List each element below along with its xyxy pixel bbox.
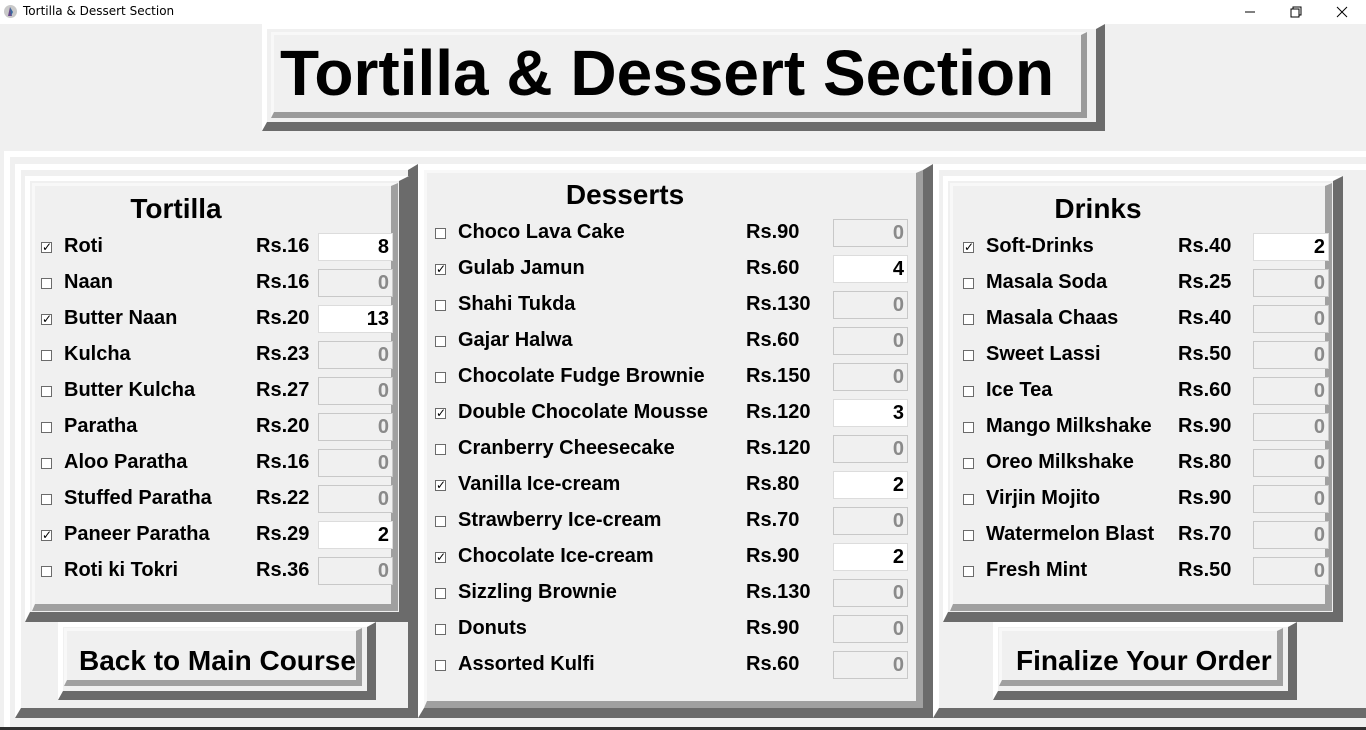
minimize-button[interactable] (1227, 0, 1273, 24)
desserts-item-price: Rs.80 (746, 473, 800, 495)
drinks-item-name[interactable]: Sweet Lassi (986, 343, 1101, 365)
drinks-item-quantity-input[interactable]: 0 (1253, 521, 1329, 549)
drinks-item-price: Rs.25 (1178, 271, 1232, 293)
tortilla-item-quantity-input[interactable]: 0 (318, 377, 393, 405)
desserts-item-checkbox[interactable] (435, 372, 446, 383)
checkmark-icon: ✓ (436, 550, 447, 564)
desserts-item-checkbox[interactable] (435, 444, 446, 455)
tortilla-item-price: Rs.29 (256, 523, 310, 545)
checkmark-icon: ✓ (964, 240, 975, 254)
tortilla-item-checkbox[interactable] (41, 350, 52, 361)
desserts-item-quantity-input[interactable]: 0 (833, 363, 908, 391)
drinks-item-checkbox[interactable] (963, 386, 974, 397)
checkmark-icon: ✓ (42, 312, 53, 326)
tortilla-item-price: Rs.27 (256, 379, 310, 401)
drinks-item-checkbox[interactable] (963, 350, 974, 361)
desserts-item-price: Rs.90 (746, 617, 800, 639)
desserts-item-name[interactable]: Choco Lava Cake (458, 221, 625, 243)
desserts-item-checkbox[interactable] (435, 516, 446, 527)
desserts-item-checkbox[interactable] (435, 264, 446, 275)
checkmark-icon: ✓ (436, 478, 447, 492)
desserts-item-quantity-input[interactable]: 0 (833, 651, 908, 679)
tortilla-item-price: Rs.16 (256, 235, 310, 257)
desserts-item-price: Rs.150 (746, 365, 811, 387)
desserts-item-quantity-input[interactable]: 0 (833, 327, 908, 355)
drinks-item-name[interactable]: Soft-Drinks (986, 235, 1094, 257)
tortilla-item-price: Rs.16 (256, 451, 310, 473)
drinks-item-checkbox[interactable] (963, 494, 974, 505)
tortilla-item-checkbox[interactable] (41, 494, 52, 505)
desserts-item-price: Rs.60 (746, 653, 800, 675)
header-inner (271, 32, 1087, 118)
tortilla-item-price: Rs.20 (256, 415, 310, 437)
back-button[interactable] (58, 622, 376, 700)
drinks-item-name[interactable]: Oreo Milkshake (986, 451, 1134, 473)
drinks-item-checkbox[interactable] (963, 422, 974, 433)
desserts-item-quantity-input[interactable]: 3 (833, 399, 908, 427)
restore-button[interactable] (1273, 0, 1319, 24)
drinks-item-checkbox[interactable] (963, 530, 974, 541)
checkmark-icon: ✓ (42, 528, 53, 542)
desserts-item-price: Rs.70 (746, 509, 800, 531)
tortilla-item-quantity-input[interactable]: 2 (318, 521, 393, 549)
tortilla-item-name[interactable]: Paneer Paratha (64, 523, 210, 545)
desserts-title: Desserts (565, 179, 685, 210)
tortilla-title: Tortilla (130, 193, 222, 224)
desserts-item-price: Rs.90 (746, 545, 800, 567)
drinks-item-quantity-input[interactable]: 0 (1253, 413, 1329, 441)
tortilla-item-checkbox[interactable] (41, 458, 52, 469)
drinks-item-price: Rs.40 (1178, 307, 1232, 329)
page-title: Tortilla & Dessert Section (280, 37, 1055, 109)
drinks-item-quantity-input[interactable]: 0 (1253, 269, 1329, 297)
desserts-item-checkbox[interactable] (435, 480, 446, 491)
tortilla-item-name[interactable]: Roti ki Tokri (64, 559, 179, 581)
desserts-item-name[interactable]: Sizzling Brownie (458, 581, 617, 603)
tortilla-item-quantity-input[interactable]: 0 (318, 485, 393, 513)
tortilla-item-quantity-input[interactable]: 0 (318, 413, 393, 441)
desserts-item-checkbox[interactable] (435, 300, 446, 311)
drinks-item-quantity-input[interactable]: 2 (1253, 233, 1329, 261)
desserts-item-price: Rs.130 (746, 581, 811, 603)
drinks-item-price: Rs.90 (1178, 487, 1232, 509)
desserts-item-quantity-input[interactable]: 0 (833, 291, 908, 319)
window-title: Tortilla & Dessert Section (23, 4, 175, 18)
desserts-item-name[interactable]: Chocolate Ice-cream (458, 545, 654, 567)
drinks-item-name[interactable]: Mango Milkshake (986, 415, 1152, 437)
drinks-item-name[interactable]: Masala Soda (986, 271, 1108, 293)
desserts-item-name[interactable]: Gulab Jamun (458, 257, 585, 279)
drinks-item-price: Rs.70 (1178, 523, 1232, 545)
desserts-item-checkbox[interactable] (435, 408, 446, 419)
drinks-item-price: Rs.80 (1178, 451, 1232, 473)
desserts-item-checkbox[interactable] (435, 588, 446, 599)
tortilla-item-price: Rs.22 (256, 487, 310, 509)
finalize-button[interactable] (993, 622, 1297, 700)
desserts-item-price: Rs.130 (746, 293, 811, 315)
desserts-item-quantity-input[interactable]: 4 (833, 255, 908, 283)
desserts-item-row (0, 615, 904, 645)
drinks-item-checkbox[interactable] (963, 242, 974, 253)
desserts-item-checkbox[interactable] (435, 624, 446, 635)
desserts-item-quantity-input[interactable]: 0 (833, 435, 908, 463)
desserts-item-name[interactable]: Double Chocolate Mousse (458, 401, 709, 423)
drinks-item-quantity-input[interactable]: 0 (1253, 485, 1329, 513)
drinks-item-price: Rs.40 (1178, 235, 1232, 257)
tortilla-item-name[interactable]: Naan (64, 271, 113, 293)
tortilla-item-price: Rs.20 (256, 307, 310, 329)
tortilla-item-price: Rs.36 (256, 559, 310, 581)
drinks-item-checkbox[interactable] (963, 314, 974, 325)
drinks-item-checkbox[interactable] (963, 278, 974, 289)
tortilla-item-quantity-input[interactable]: 0 (318, 269, 393, 297)
drinks-item-price: Rs.50 (1178, 343, 1232, 365)
desserts-item-quantity-input[interactable]: 0 (833, 507, 908, 535)
tortilla-item-name[interactable]: Roti (64, 235, 103, 257)
drinks-item-quantity-input[interactable]: 0 (1253, 341, 1329, 369)
desserts-item-name[interactable]: Chocolate Fudge Brownie (458, 365, 705, 387)
tortilla-item-checkbox[interactable] (41, 314, 52, 325)
tortilla-item-price: Rs.16 (256, 271, 310, 293)
tortilla-item-name[interactable]: Aloo Paratha (64, 451, 188, 473)
desserts-item-checkbox[interactable] (435, 552, 446, 563)
drinks-item-quantity-input[interactable]: 0 (1253, 305, 1329, 333)
drinks-item-quantity-input[interactable]: 0 (1253, 377, 1329, 405)
desserts-item-name[interactable]: Gajar Halwa (458, 329, 573, 351)
window-titlebar (0, 0, 1366, 24)
checkmark-icon: ✓ (436, 262, 447, 276)
desserts-item-name[interactable]: Vanilla Ice-cream (458, 473, 621, 495)
tortilla-item-checkbox[interactable] (41, 386, 52, 397)
tortilla-item-name[interactable]: Stuffed Paratha (64, 487, 212, 509)
desserts-item-name[interactable]: Assorted Kulfi (458, 653, 595, 675)
desserts-item-price: Rs.120 (746, 401, 811, 423)
close-button[interactable] (1319, 0, 1365, 24)
tortilla-item-checkbox[interactable] (41, 278, 52, 289)
tortilla-item-checkbox[interactable] (41, 422, 52, 433)
tortilla-item-name[interactable]: Butter Naan (64, 307, 178, 329)
desserts-item-price: Rs.120 (746, 437, 811, 459)
drinks-item-price: Rs.60 (1178, 379, 1232, 401)
close-icon (1336, 6, 1348, 18)
tortilla-item-name[interactable]: Butter Kulcha (64, 379, 196, 401)
desserts-item-name[interactable]: Shahi Tukda (458, 293, 576, 315)
drinks-title: Drinks (1054, 193, 1142, 224)
feather-icon (3, 4, 18, 19)
desserts-item-quantity-input[interactable]: 2 (833, 471, 908, 499)
desserts-item-name[interactable]: Strawberry Ice-cream (458, 509, 662, 531)
desserts-item-checkbox[interactable] (435, 228, 446, 239)
desserts-item-checkbox[interactable] (435, 660, 446, 671)
minimize-icon (1244, 6, 1256, 18)
desserts-item-quantity-input[interactable]: 0 (833, 615, 908, 643)
desserts-item-quantity-input[interactable]: 0 (833, 219, 908, 247)
checkmark-icon: ✓ (42, 240, 53, 254)
tortilla-item-checkbox[interactable] (41, 566, 52, 577)
restore-icon (1290, 6, 1302, 18)
desserts-item-quantity-input[interactable]: 2 (833, 543, 908, 571)
back-button-label[interactable]: Back to Main Course (79, 645, 356, 676)
checkmark-icon: ✓ (436, 406, 447, 420)
tortilla-item-checkbox[interactable] (41, 530, 52, 541)
tortilla-item-quantity-input[interactable]: 0 (318, 449, 393, 477)
drinks-item-checkbox[interactable] (963, 566, 974, 577)
desserts-item-checkbox[interactable] (435, 336, 446, 347)
desserts-item-name[interactable]: Donuts (458, 617, 527, 639)
drinks-item-name[interactable]: Ice Tea (986, 379, 1053, 401)
desserts-item-price: Rs.60 (746, 257, 800, 279)
tortilla-item-quantity-input[interactable]: 0 (318, 341, 393, 369)
desserts-item-price: Rs.90 (746, 221, 800, 243)
tortilla-item-checkbox[interactable] (41, 242, 52, 253)
desserts-item-quantity-input[interactable]: 0 (833, 579, 908, 607)
drinks-item-checkbox[interactable] (963, 458, 974, 469)
drinks-item-quantity-input[interactable]: 0 (1253, 449, 1329, 477)
drinks-item-price: Rs.90 (1178, 415, 1232, 437)
drinks-item-name[interactable]: Virjin Mojito (986, 487, 1101, 509)
drinks-item-name[interactable]: Masala Chaas (986, 307, 1119, 329)
tortilla-item-name[interactable]: Kulcha (64, 343, 131, 365)
tortilla-item-quantity-input[interactable]: 13 (318, 305, 393, 333)
header-frame (262, 24, 1105, 131)
tortilla-item-price: Rs.23 (256, 343, 310, 365)
drinks-item-price: Rs.50 (1178, 559, 1232, 581)
tortilla-item-name[interactable]: Paratha (64, 415, 138, 437)
desserts-item-price: Rs.60 (746, 329, 800, 351)
tortilla-item-quantity-input[interactable]: 8 (318, 233, 393, 261)
tortilla-item-quantity-input[interactable]: 0 (318, 557, 393, 585)
desserts-item-name[interactable]: Cranberry Cheesecake (458, 437, 675, 459)
finalize-button-label[interactable]: Finalize Your Order (1016, 645, 1272, 676)
drinks-item-quantity-input[interactable]: 0 (1253, 557, 1329, 585)
drinks-item-name[interactable]: Fresh Mint (986, 559, 1088, 581)
drinks-item-name[interactable]: Watermelon Blast (986, 523, 1155, 545)
